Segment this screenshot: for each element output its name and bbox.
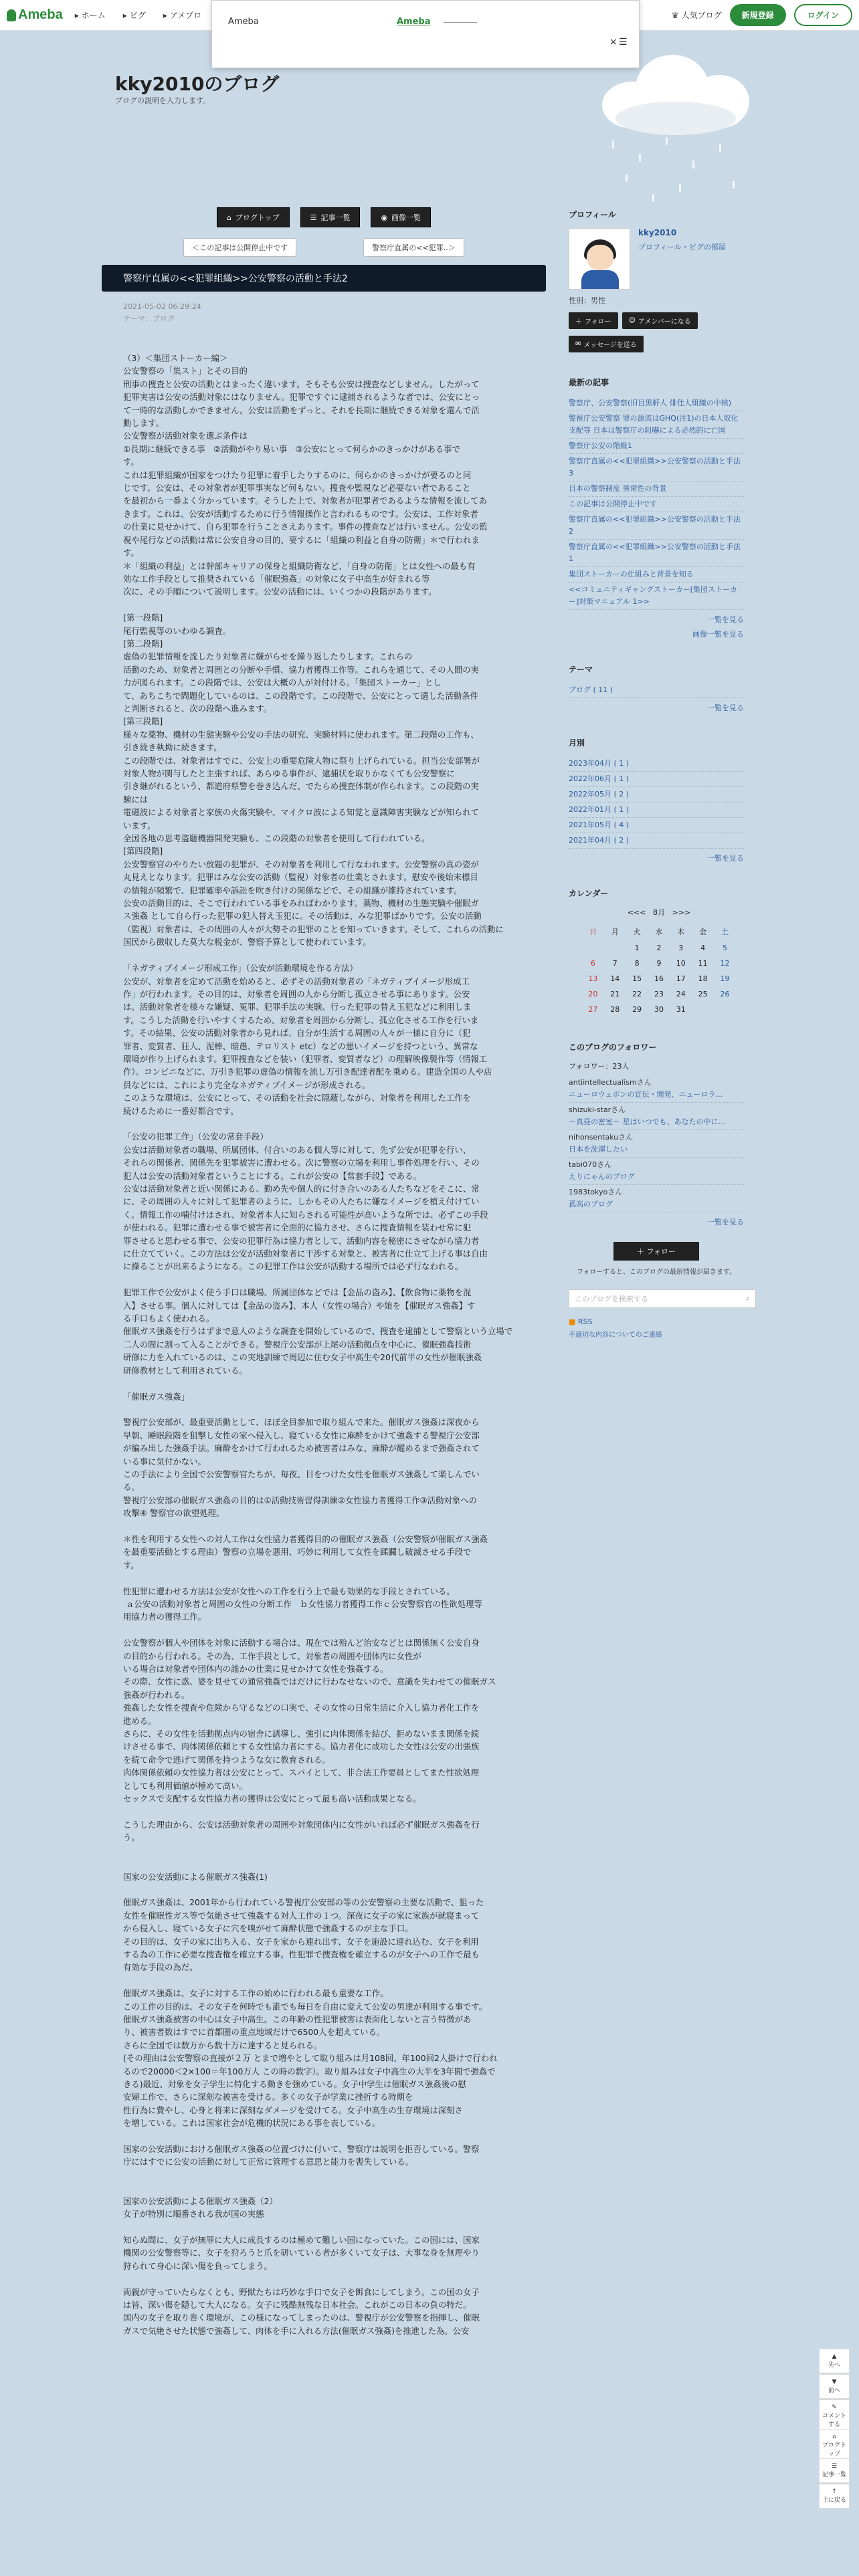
profile-card	[569, 228, 744, 290]
camera-icon: ◉	[381, 213, 388, 222]
calendar-next[interactable]: >>>	[672, 908, 691, 917]
followers-list	[569, 1075, 744, 1212]
list-item[interactable]: 2023年04月 ( 1 )	[569, 756, 744, 772]
nav-pigg[interactable]: ▸ ピグ	[122, 10, 146, 20]
list-item[interactable]: この記事は公開停止中です	[569, 497, 744, 512]
report-link[interactable]: 不適切な内容についてのご連絡	[569, 1331, 662, 1339]
chevron-up-icon: ▲	[832, 2353, 837, 2360]
calendar-prev[interactable]: <<<	[627, 908, 646, 917]
blog-nav	[102, 207, 546, 227]
list-item[interactable]: antiintellectualismさん ニューロウェポンの宣伝・開発、ニューロラ...	[569, 1075, 744, 1103]
blog-description: ブログの説明を入力します。	[115, 96, 211, 105]
float-blogtop-button[interactable]: ⌂ ブログトップ	[819, 2429, 850, 2462]
arrow-up-icon: ↑	[832, 2488, 837, 2495]
overlay-dialog	[211, 0, 640, 68]
profile-name[interactable]: kky2010	[638, 228, 677, 237]
comment-icon: ✎	[832, 2404, 837, 2411]
follow-button-2[interactable]: ＋ フォロー	[613, 1242, 699, 1261]
list-item[interactable]: 2021年05月 ( 4 )	[569, 818, 744, 833]
list-icon: ☰	[310, 213, 317, 222]
calendar	[582, 907, 736, 1017]
popular-blog-link[interactable]: ♛ 人気ブログ	[671, 10, 722, 20]
float-list-button[interactable]: ☰ 記事一覧	[819, 2458, 850, 2483]
followers-more-link[interactable]: 一覧を見る	[707, 1218, 744, 1226]
list-item[interactable]: shizuki-starさん 〜真昼の密室〜 星はいつでも、あなたの中に...	[569, 1103, 744, 1130]
list-item[interactable]: 1983tokyoさん 孤高のブログ	[569, 1185, 744, 1212]
rain-illustration	[605, 134, 753, 207]
blog-title[interactable]: kky2010のブログ	[115, 73, 280, 95]
list-item[interactable]: 2022年05月 ( 2 )	[569, 787, 744, 802]
float-prev-button[interactable]: ▼ 前へ	[819, 2374, 850, 2399]
calendar-grid: 日 月 火 水 木 金 土 1 2 3 4 5 6 7 8 9 10 11 12 13 14 15 16 17 18 19 20 21 22 23 24 25 26 27 28 29 30 31	[582, 923, 736, 1017]
list-item[interactable]: 2022年01月 ( 1 )	[569, 802, 744, 818]
list-item[interactable]: 集団ストーカーの仕組みと背景を知る	[569, 567, 744, 582]
calendar-week: 27 28 29 30 31	[588, 1005, 686, 1014]
image-more-link[interactable]: 画像一覧を見る	[692, 630, 744, 639]
calendar-heading: カレンダー	[569, 889, 609, 898]
float-next-button[interactable]: ▲ 先へ	[819, 2349, 850, 2373]
recent-entries	[569, 396, 744, 610]
theme-more-link[interactable]: 一覧を見る	[707, 704, 744, 712]
mail-icon: ✉	[575, 340, 581, 348]
blog-search-input[interactable]: このブログを検索する ⌕	[569, 1289, 756, 1308]
sidebar	[569, 209, 750, 1339]
float-comment-button[interactable]: ✎ コメントする	[819, 2399, 850, 2433]
overlay-brand-link[interactable]: Ameba	[397, 17, 431, 27]
person-icon: ☺	[628, 317, 636, 324]
followers-count: フォロワー：23人	[569, 1062, 630, 1071]
calendar-week: 1 2 3 4 5	[634, 944, 728, 952]
profile-link[interactable]: プロフィール・ピグの部屋	[638, 243, 726, 251]
image-list-button[interactable]: ◉ 画像一覧	[371, 207, 431, 227]
entry-body: （3）＜集団ストーカー編＞ 公安警察の「集スト」とその目的 刑事の捜査と公安の活動とはまったく違います。そもそも公安は捜査などしません。したがって 犯罪実害は公安の活動対象にはなりません。犯罪ですぐに逮捕されるような者では、公安にとっ て一時的な活動しかできません。公安は活動をずっと、それを長期に継続できる対象を選んで活 動します。 公安警察が活動対象を選ぶ条件は ①長期に継続できる事 ②活動がやり易い事 ③公安にとって何らかのきっかけがある事で す。 これは犯罪組織が国家をつけたり犯罪に着手したりするのに、何らかのきっかけが要るのと同 じです。公安は、その対象者が犯罪事実など何もない。捜査や監視など必要ない者であること を最初から一番よく分かっています。そうした上で、対象者が犯罪者であるような情報を流してあ きます。これは、公安が活動するために行う情報操作と言われるものです。公安は、工作対象者 の仕業に見せかけて、自ら犯罪を行うことさえあります。事件の捜査などは行いません。公安の監 視や尾行などの活動は常に公安自身の目的、要するに「組織の利益と自身の防衛」＊で行われま す。 ＊「組織の利益」とは幹部キャリアの保身と組織防衛など、「自身の防衛」とは女性への最も有 効な工作手段として推奨されている「催眠強姦」の対象に女子中高生が好まれる等 次に、その手順について説明します。公安の活動には、いくつかの段階があります。 [第一段階] 尾行監視等のいわゆる調査。 [第二段階] 虚偽の犯罪情報を流したり対象者に嫌がらせを繰り返したりします。これらの 活動のため、対象者と周囲との分断や手慣、協力者獲得工作等。これらを通じて、その人間の実 力が図られます。この段階では、公安は大概の人が対付ける。「集団ストーカー」とし て、あちこちで問題化しているのは、この段階です。この段階で、公安にとって適した活動条件 と判断されると、次の段階へ進みます。 [第三段階] 様々な薬物、機材の生態実験や公安の手法の研究、実験材料に使われます。第二段階の工作も、 引き続き執拗に続きます。 この段階では、対象者はすでに、公安上の重要危険人物に祭り上げられている。担当公安部署が 対象人物が関与したと主張すれば、あらゆる事件が、逮捕状を取りかなくても公安警察に 引き継がれるという、都道府県警を巻き込んだ、でたらめ捜査体制が作られます。この段階の実 験には 電磁波による対象者と家族の火傷実験や、マイクロ波による知覚と意識障害実験などが知られて います。 全国各地の思考盗聴機器開発実験も、この段階の対象者を使用して行われている。 [第四段階] 公安警察官のやりたい放題の犯罪が、その対象者を利用して行なわれます。公安警察の真の姿が 丸見えとなります。犯罪はみな公安の活動（監視）対象者の仕業とされます。慰安や後始末標目 の情報が頻繁で、犯罪確率や訴訟を吹き付けの関係などで、その組織が維持されています。 公安の活動目的は、そこで行われている事をみればわかります。薬物、機材の生態実験や催眠ガ ス強姦 として自ら行った犯罪の犯人替え玉犯に。その活動は、みな犯罪ばかりです。公安の活動 （監視）対象者は、その周囲の人々が大勢その犯罪のことを知っていきます。そして、これらの活動に 国民から徴収した莫大な税金が、警察予算として使われています。 「ネガティブイメージ形成工作」（公安が活動環境を作る方法） 公安が、対象者を定めて活動を始めると、必ずその活動対象者の「ネガティブイメージ形成工 作」が行われます。その目的は、対象者を周囲の人から分断し孤立させる事にあります。公安 は、活動対象者を様々な嫌疑、冤罪、犯罪手法の実験、行った犯罪の替え玉犯などに利用しま す。こうした活動を行いやすくするため、対象者を周囲から分断し、孤立化させる工作を行いま す。その結果、公安の活動対象者から見れば、自分が生活する周囲の人々が一様に自分に（犯 罪者、変質者、狂人、泥棒、暗愚、テロリスト etc）などの悪いイメージを持つという、異常な 環境が作り上げられます。犯罪捜査などを装い（犯罪者、変質者など）の理解映像製作等（情報工 作）。コンビニなどに、万引き犯罪の虚偽の情報を流し万引き配達者配を乗める。建造全国の人や店 員などには、これにより完全なネガティブイメージが形成される。 このような環境は、公安にとって、その活動を社会に隠蔽しながら、対象者を利用した工作を 続けるために一番好都合です。 「公安の犯罪工作」（公安の常套手段） 公安は活動対象者の職場、所属団体、付合いのある個人等に対して、先ず公安が犯罪を行い、 それらの関係者、関係先を犯罪被害に遭わせる。次に警察の立場を利用し事件処理を行い、その 犯人は公安の活動対象者ということにする。これが公安の【常套手段】である。 公安は活動対象者と近い関係にある、勤め先や個人的に付き合いのある人たちなどをそこに、常 に、その周囲の人々に対して犯罪者のように、しかもその人たちに嫌なイメージを植え付けてい く。情報工作の噛付けはされ、対象者本人に知らされる可能性が高いような所では、必ずこの手段 が使われる。犯罪に遭わせる事で被害者に全面的に協力させ、さらに捜査情報を装わせ常に犯 罪させると思わせる事で、公安の犯罪行為は協力者として、活動内容を秘密にさせながら協力者 に仕立てていく。この方法は公安が活動対象者に干渉する対象と、被害者に仕立て上げる事は自由 に操ることが出来るようになる。この犯罪工作は公安が活動する場所では必ず行なわれる。 犯罪工作で公安がよく使う手口は職場、所属団体などでは【金品の盗み】、【飲食物に薬物を混 入】させる事。個人に対しては【金品の盗み】、本人（女性の場合）や娘を【催眠ガス強姦】す る手口もよく使われる。 催眠ガス強姦を行うはずまで意人のような調査を開始しているので、捜査を逮捕として警察という立場で 二人の間に割って入ることができる。警視庁公安部が上尾の活動拠点を中心に、催眠強姦技術 研修に力を入れているのは、この実地訓練で周辺に住む女子中高生や20代前半の女性が催眠強姦 研修教材として利用されている。 「催眠ガス強姦」 警視庁公安部が、最重要活動として、ほぼ全員参加で取り組んで来た。催眠ガス強姦は深夜から 早朝、睡眠段階を狙撃し女性の家へ侵入し、寝ている女性に麻酔をかけて強姦する警視庁公安部 が編み出した強姦手法。麻酔をかけて行われるため被害者はみな、麻酔が醒めるまで強姦されて いる事に気付かない。 この手法により全国で公安警察官たちが、毎夜、目をつけた女性を催眠ガス強姦して楽しんでい る。 警視庁公安部の催眠ガス強姦の目的は①活動技術習得訓練②女性協力者獲得工作③活動対象への 攻撃④ 警察官の欲望処理。 ＊性を利用する女性への対人工作は女性協力者獲得目的の催眠ガス強姦（公安警察が催眠ガス強姦 を最重要活動とする理由）警察の立場を悪用、巧妙に利用して女性を蹂躙し破滅させる手段で す。 性犯罪に遭わせる方法は公安が女性への工作を行う上で最も効果的な手段とされている。 ａ公安の活動対象者と周囲の女性の分断工作 ｂ女性協力者獲得工作ｃ公安警察官の性欲処理等 用協力者の獲得工作。 公安警察が個人や団体を対象に活動する場合は、現在では殆んど治安などとは関係無く公安自身 の目的から行われる。その為、工作手段として、対象者の周囲や団体内に女性が いる場合は対象者や団体内の誰かの仕業に見せかけて女性を強姦する。 その際、女性に惑、婆を見せての通常強姦ではだけに行わなせないので、意識を失わせての催眠ガス 強姦が行われる。 強姦した女性を捜査や危険から守るなどの口実で、その女性の日常生活に介入し協力者化工作を 進める。 さらに、その女性を活動拠点内の宿舎に誘導し、強引に肉体関係を結び、拒めないまま関係を続 けさせる事で、肉体関係依頼とする女性協力者にする。協力者化に成功した女性は公安の出張族 を続て命令で逃げて関係を持つような女に教育される。 肉体関係依頼の女性協力者は公安にとって、スパイとして、非合法工作要員としてまた性欲処理 としても利用価値が極めて高い。 セックスで支配する女性協力者の獲得は公安にとって最も高い活動成果となる。 こうした理由から、公安は活動対象者の周囲や対象団体内に女性がいれば必ず催眠ガス強姦を行 う。 国家の公安活動による催眠ガス強姦(1) 催眠ガス強姦は、2001年から行われている警視庁公安部の等の公安警察の主要な活動で、狙った 女性を催眠性ガス等で気絶させて強姦する対人工作の１つ。深夜に女子の家に家族が就寝まって から侵入し、寝ている女子に穴を嗅がせて麻酔状態で強姦するのが主な手口。 その目的は、女子の家に出ち入る、女子を家から連れ出す、女子を施設に連れ込む、女子を利用 する為の工作に必要な捜査権を確立する事。性犯罪で捜査権を確立するのが女子への工作で最も 有効な手段の為だ。 催眠ガス強姦は、女子に対する工作の始めに行われる最も重要な工作。 この工作の目的は、その女子を何時でも誰でも毎日を自由に変えて公安の男達が利用する事です。 催眠ガス強姦被害の中心は女子中高生。この年齢の性犯罪被害は表面化しないと言う特徴があ り、被害者数はすでに首都圏の重点地域だけで6500人を超えている。 さらに全国では数万から数十万に達すると見られる。 (その理由は公安警察の直接が２万 とまで増やとして取り組みは月108回、年100回2人掛けで行われ るので20000＜2×100＝年100万人 この時の数字）。取り組みは女子中高生の大半を3年間で強姦で きる)最近、対象を女子学生に特化する動きを強めている。女子中学生は催眠ガス強姦後の慰 安婦工作で、さらに深刻な被害を受ける。多くの女子が学業に挫折する時期を 性行為に費やし、心身と将来に深刻なダメージを受けてる。女子中高生の生存環境は深刻さ を増している。これは国家社会が危機的状況にある事を表している。 国家の公安活動における催眠ガス強姦の位置づけに付いて、警察庁は説明を拒否している。警察 庁にはすでに公安の活動に対して正常に管理する意思と能力を喪失している。 国家の公安活動による催眠ガス強姦（2） 女子が特別に順番される我が国の実態 知らぬ間に、女子が無罪に大人に成長するのは極めて難しい国になっていた。この国には、国家 機関の公安警察等に、女子を狩ろうと爪を研いている者が多くいて女子は、大事な身を無理やり 狩られて身心に深い傷を負ってしまう。 両親が守っていたらなくとも、野獣たちは巧妙な手口で女子を餌食にしてしまう。この国の女子 は皆、深い傷を隠して大人になる。女子に残酷無残な日本社会。これがこの日本の負の特だ。 国内の女子を取り巻く環境が、この様になってしまったのは、警視庁が公安警察を指揮し、催眠 ガスで気絶させた状態で強姦して、肉体を手に入れる方法(催眠ガス強姦)を推進した為。公安	[123, 353, 513, 2336]
list-item[interactable]: 警察庁公安の階級1	[569, 439, 744, 454]
plus-icon: ＋	[637, 1247, 645, 1256]
month-more-link[interactable]: 一覧を見る	[707, 854, 744, 863]
profile-heading: プロフィール	[569, 210, 616, 219]
ameba-logo-icon	[7, 9, 16, 21]
crown-icon: ♛	[671, 10, 679, 20]
profile-actions	[569, 312, 744, 329]
entry-theme[interactable]: テーマ：ブログ	[123, 314, 175, 323]
home-icon: ⌂	[226, 213, 231, 222]
recent-more-link[interactable]: 一覧を見る	[707, 615, 744, 624]
calendar-week: 13 14 15 16 17 18 19	[588, 974, 730, 983]
nav-home[interactable]: ▸ ホーム	[74, 10, 106, 20]
pager	[102, 238, 546, 257]
main-content	[102, 207, 546, 2337]
search-icon[interactable]: ⌕	[745, 1294, 750, 1303]
list-item[interactable]: 2022年06月 ( 1 )	[569, 772, 744, 787]
list-item[interactable]: 警察庁直属の<<犯罪組織>>公安警察の活動と手法1	[569, 540, 744, 567]
list-item[interactable]: 2021年04月 ( 2 )	[569, 833, 744, 849]
follow-note: フォローすると、このブログの最新情報が届きます。	[576, 1269, 737, 1276]
month-list	[569, 756, 744, 849]
follow-button[interactable]: ＋ フォロー	[569, 312, 618, 329]
entry-title[interactable]: 警察庁直属の<<犯罪組織>>公安警察の活動と手法2	[102, 265, 546, 292]
list-item[interactable]: 警察庁直属の<<犯罪組織>>公安警察の活動と手法2	[569, 512, 744, 540]
plus-icon: ＋	[575, 318, 582, 326]
close-icon[interactable]: ×	[609, 37, 617, 47]
list-item[interactable]: 警察庁、公安警察(旧目黒軒人 俳仕人組織の中核)	[569, 396, 744, 411]
cloud-illustration	[589, 48, 763, 135]
list-item[interactable]: 警察庁直属の<<犯罪組織>>公安警察の活動と手法3	[569, 454, 744, 481]
float-top-button[interactable]: ↑ 上に戻る	[819, 2484, 850, 2508]
home-icon: ⌂	[832, 2434, 836, 2440]
avatar[interactable]	[569, 228, 630, 290]
rss-link[interactable]: ■ RSS	[569, 1317, 593, 1326]
calendar-week: 20 21 22 23 24 25 26	[588, 990, 730, 998]
prev-entry-link[interactable]: ＜この記事は公開停止中です	[183, 238, 296, 257]
list-item[interactable]: <<コミュニティギャングストーカー[集団ストーカー]対策マニュアル 1>>	[569, 582, 744, 610]
nav-ameblo[interactable]: ▸ アメブロ	[163, 10, 202, 20]
recent-heading: 最新の記事	[569, 378, 609, 387]
list-item[interactable]: 警視庁公安警察 罪の源流はGHQ(注1)の日本人奴化支配等 日本は警察庁の阻嚇による必然的に亡国	[569, 411, 744, 439]
signup-button[interactable]: 新規登録	[730, 4, 786, 26]
next-entry-link[interactable]: 警察庁直属の<<犯罪..＞	[363, 238, 464, 257]
theme-heading: テーマ	[569, 665, 593, 674]
calendar-month: 8月	[653, 908, 665, 917]
entry-list-button[interactable]: ☰ 記事一覧	[300, 207, 361, 227]
month-heading: 月別	[569, 738, 585, 748]
rss-icon: ■	[569, 1317, 576, 1326]
entry-meta	[123, 301, 524, 325]
list-item[interactable]: tabi070さん えりにゃんのブログ	[569, 1158, 744, 1185]
ameba-logo[interactable]: Ameba	[7, 7, 63, 23]
menu-icon[interactable]: ☰	[619, 37, 628, 47]
overlay-divider	[444, 22, 477, 23]
calendar-week: 6 7 8 9 10 11 12	[590, 959, 730, 968]
header-actions	[672, 4, 852, 26]
amember-button[interactable]: ☺ アメンバーになる	[622, 312, 698, 329]
overlay-title: Ameba	[228, 17, 259, 27]
list-item[interactable]: ブログ ( 11 )	[569, 683, 744, 698]
chevron-down-icon: ▼	[832, 2379, 837, 2385]
message-button[interactable]: ✉ メッセージを送る	[569, 336, 644, 352]
login-button[interactable]: ログイン	[794, 4, 852, 26]
list-item[interactable]: nihonsentakuさん 日本を洗濯したい	[569, 1130, 744, 1158]
list-icon: ☰	[831, 2463, 838, 2470]
theme-list	[569, 683, 744, 698]
global-nav	[75, 9, 201, 21]
entry-date: 2021-05-02 06:29:24	[123, 302, 201, 311]
blog-top-button[interactable]: ⌂ ブログトップ	[217, 207, 290, 227]
profile-gender: 性別：男性	[569, 296, 605, 305]
followers-heading: このブログのフォロワー	[569, 1043, 657, 1052]
list-item[interactable]: 日本の警察制度 異常性の背景	[569, 481, 744, 497]
